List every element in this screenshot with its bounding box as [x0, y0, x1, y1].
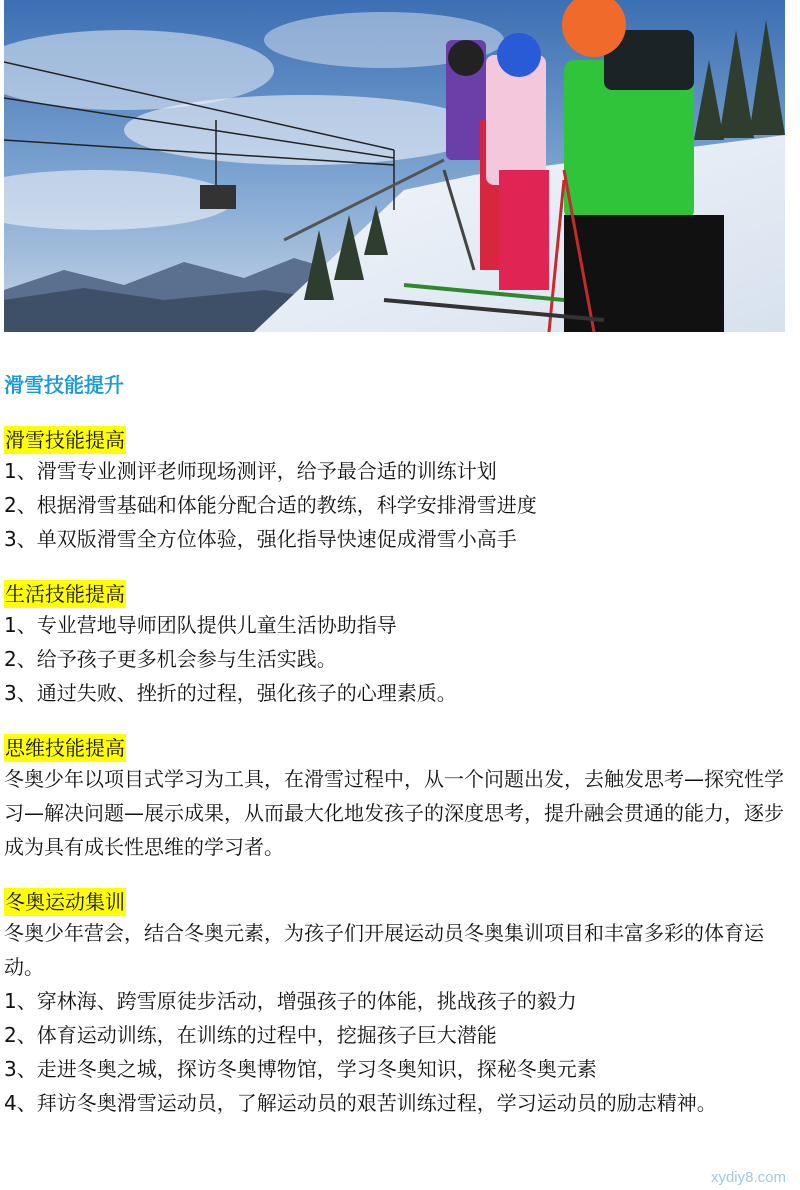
list-item: 3、走进冬奥之城，探访冬奥博物馆，学习冬奥知识，探秘冬奥元素 — [4, 1057, 597, 1081]
watermark: xydiy8.com — [710, 1169, 786, 1186]
section-paragraph: 冬奥少年营会，结合冬奥元素，为孩子们开展运动员冬奥集训项目和丰富多彩的体育运动。 — [4, 921, 764, 979]
list-item: 1、滑雪专业测评老师现场测评，给予最合适的训练计划 — [4, 459, 497, 483]
article-body — [4, 372, 794, 1120]
section-title: 生活技能提高 — [5, 582, 125, 606]
page-heading: 滑雪技能提升 — [4, 373, 124, 397]
section-title: 思维技能提高 — [5, 736, 125, 760]
list-item: 2、给予孩子更多机会参与生活实践。 — [4, 647, 337, 671]
section-title: 滑雪技能提高 — [5, 428, 125, 452]
hero-image — [4, 0, 785, 332]
section-paragraph: 冬奥少年以项目式学习为工具，在滑雪过程中，从一个问题出发，去触发思考—探究性学习—解决问题—展示成果，从而最大化地发孩子的深度思考，提升融会贯通的能力，逐步成为具有成长性思维的学习者。 — [4, 767, 784, 859]
list-item: 1、穿林海、跨雪原徒步活动，增强孩子的体能，挑战孩子的毅力 — [4, 989, 577, 1013]
section-title: 冬奥运动集训 — [5, 890, 125, 914]
list-item: 1、专业营地导师团队提供儿童生活协助指导 — [4, 613, 397, 637]
list-item: 4、拜访冬奥滑雪运动员，了解运动员的艰苦训练过程，学习运动员的励志精神。 — [4, 1091, 717, 1115]
list-item: 3、通过失败、挫折的过程，强化孩子的心理素质。 — [4, 681, 457, 705]
section-thinking-skills — [4, 734, 794, 864]
list-item: 2、体育运动训练，在训练的过程中，挖掘孩子巨大潜能 — [4, 1023, 497, 1047]
list-item: 2、根据滑雪基础和体能分配合适的教练，科学安排滑雪进度 — [4, 493, 537, 517]
list-item: 3、单双版滑雪全方位体验，强化指导快速促成滑雪小高手 — [4, 527, 517, 551]
section-life-skills — [4, 580, 794, 710]
section-winter-olympics-training — [4, 888, 794, 1120]
section-ski-skills — [4, 426, 794, 556]
